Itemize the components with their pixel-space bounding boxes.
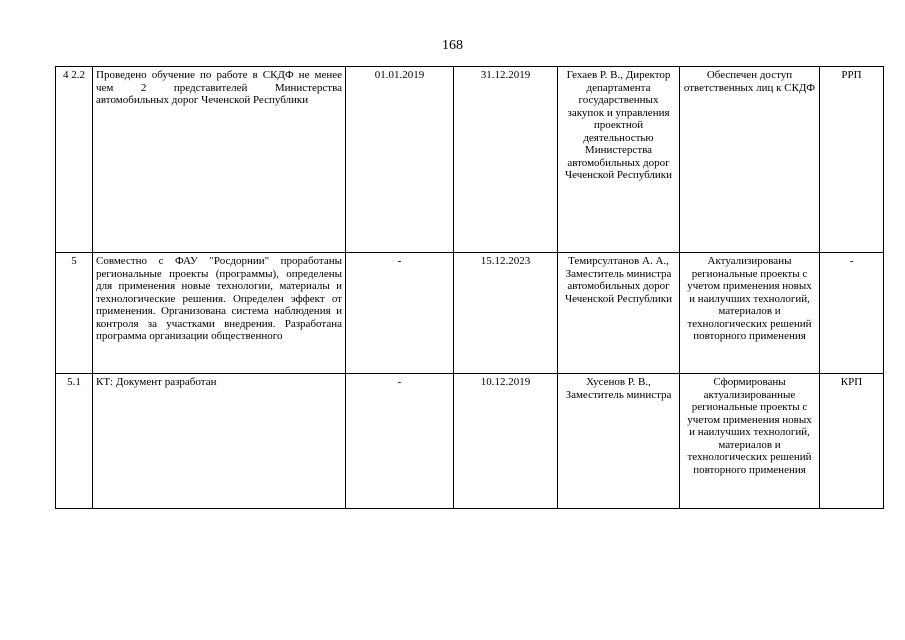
row-end-date: 15.12.2023 — [454, 253, 558, 374]
row-name: КТ: Документ разработан — [93, 374, 346, 509]
row-end-date: 10.12.2019 — [454, 374, 558, 509]
row-name — [93, 253, 346, 374]
row-start-date: - — [346, 374, 454, 509]
row-result: Обеспечен доступ ответственных лиц к СКДФ — [680, 67, 820, 253]
row-result: Актуализированы региональные проекты с учетом применения новых и наилучших технологий, материалов и технологических решений повторного применения — [680, 253, 820, 374]
row-number: 5 — [56, 253, 93, 374]
row-name: Проведено обучение по работе в СКДФ не менее чем 2 представителей Министерства автомобильных дорог Чеченской Республики — [93, 67, 346, 253]
table-row — [56, 67, 884, 253]
row-result: Сформированы актуализированные региональные проекты с учетом применения новых и наилучших технологий, материалов и технологических решений повторного применения — [680, 374, 820, 509]
table-row — [56, 253, 884, 374]
row-name-clipped: Совместно с ФАУ "Росдорнии" проработаны региональные проекты (программы), определены для применения новые технологии, материалы и технологические решения. Определен эффект от применения. Организована система наблюдения и контроля за участками внедрения. Разработана программа организации общественного — [96, 255, 342, 342]
row-start-date: - — [346, 253, 454, 374]
page-number: 168 — [442, 38, 463, 53]
row-level: - — [820, 253, 884, 374]
table-row — [56, 374, 884, 509]
row-start-date: 01.01.2019 — [346, 67, 454, 253]
row-responsible: Темирсултанов А. А., Заместитель министра автомобильных дорог Чеченской Республики — [558, 253, 680, 374]
row-end-date: 31.12.2019 — [454, 67, 558, 253]
row-responsible: Гехаев Р. В., Директор департамента государственных закупок и управления проектной деятельностью Министерства автомобильных дорог Чеченской Республики — [558, 67, 680, 253]
row-level: РРП — [820, 67, 884, 253]
row-number: 5.1 — [56, 374, 93, 509]
plan-table — [55, 66, 884, 509]
row-number: 4 2.2 — [56, 67, 93, 253]
row-level: КРП — [820, 374, 884, 509]
row-responsible: Хусенов Р. В., Заместитель министра — [558, 374, 680, 509]
